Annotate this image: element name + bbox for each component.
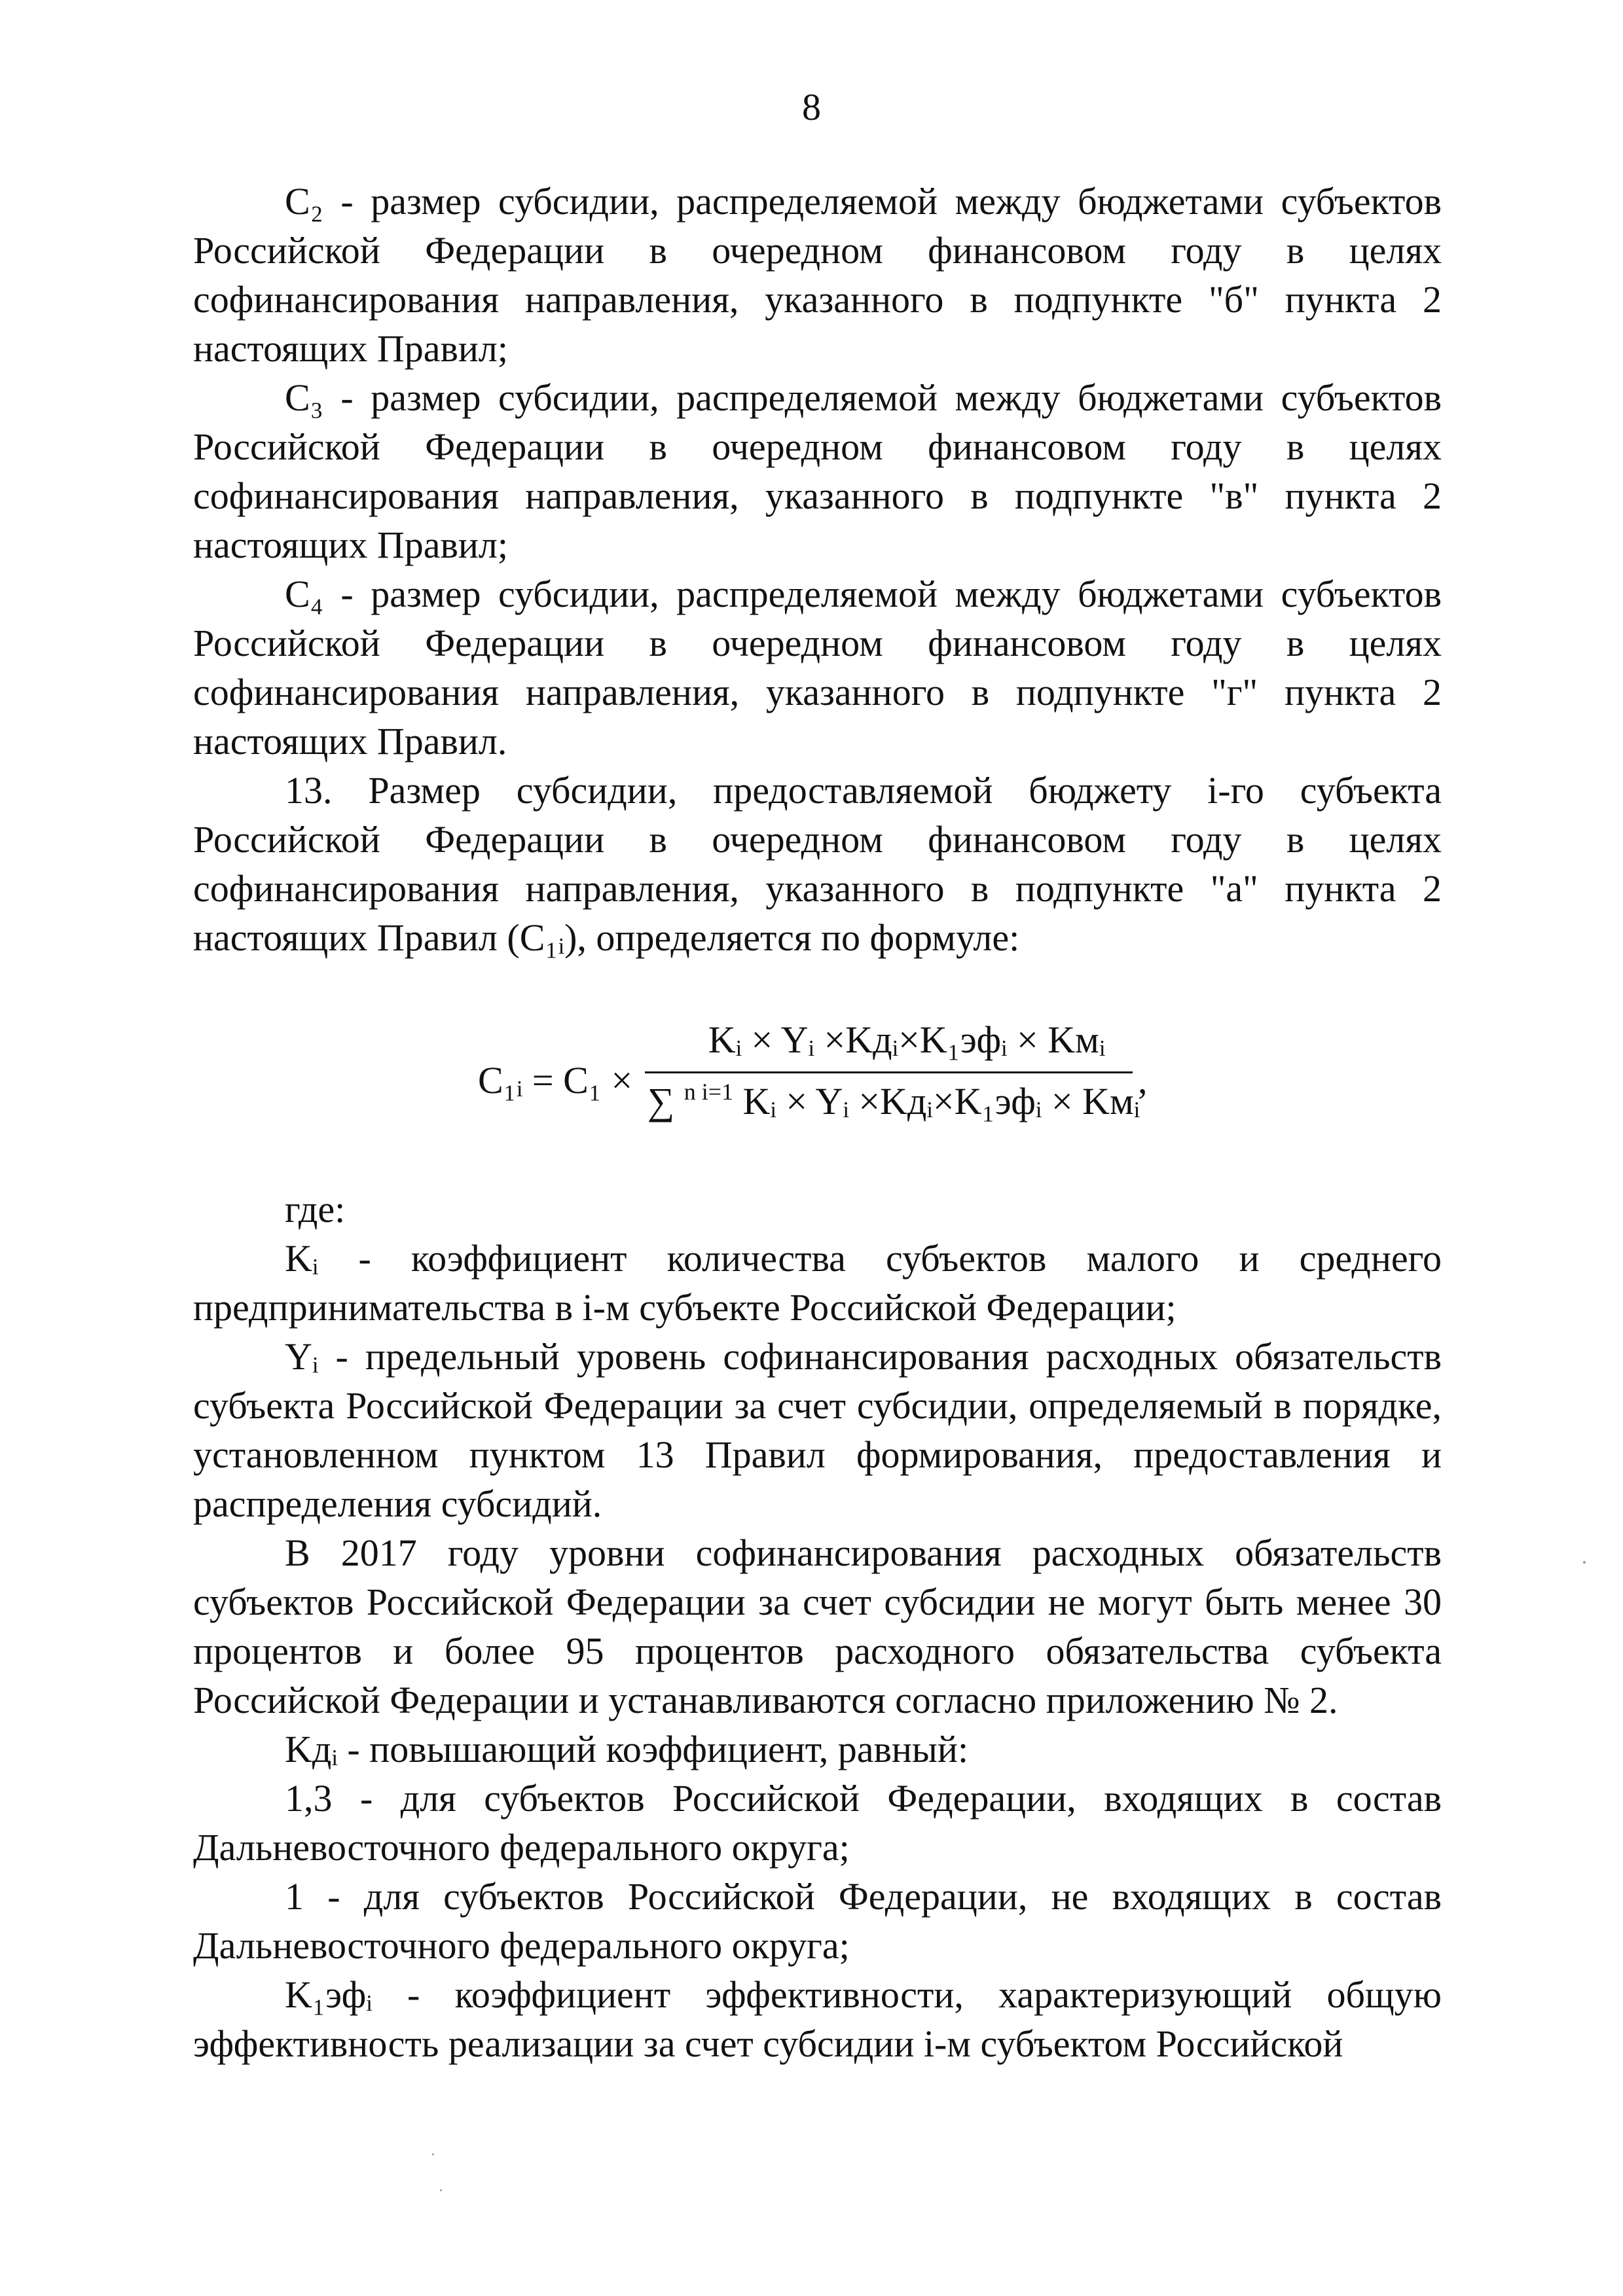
formula-denominator [645, 1078, 1142, 1123]
scan-speck [1583, 1561, 1586, 1564]
paragraph-2017: В 2017 году уровни софинансирования расходных обязательств субъектов Российской Федерации за счет субсидии не могут быть менее 30 процентов и более 95 процентов расходного обязательства субъекта Российской Федерации и устанавливаются согласно приложению № 2. [193, 1532, 1442, 1721]
formula-lhs: C₁ᵢ = C₁ × [478, 1059, 633, 1102]
page-number: 8 [802, 86, 821, 128]
sum-limits: n i=1 [684, 1079, 734, 1105]
sum-symbol: ∑ [647, 1080, 675, 1122]
fraction-bar [645, 1071, 1133, 1073]
formula-comma: , [1138, 1059, 1148, 1102]
subsidy-formula [0, 1005, 1623, 1136]
where-label: где: [285, 1188, 346, 1230]
paragraph-c4: C₄ - размер субсидии, распределяемой между бюджетами субъектов Российской Федерации в очередном финансовом году в целях софинансирования направления, указанного в подпункте "г" пункта 2 настоящих Правил. [193, 573, 1442, 762]
denominator-product: Kᵢ × Yᵢ ×Kдᵢ×K₁эфᵢ × Kмᵢ [742, 1080, 1140, 1122]
definition-1: 1 - для субъектов Российской Федерации, не входящих в состав Дальневосточного федерального округа; [193, 1875, 1442, 1967]
definition-ki: Kᵢ - коэффициент количества субъектов малого и среднего предпринимательства в i-м субъекте Российской Федерации; [193, 1237, 1442, 1329]
paragraph-13: 13. Размер субсидии, предоставляемой бюджету i-го субъекта Российской Федерации в очередном финансовом году в целях софинансирования направления, указанного в подпункте "а" пункта 2 настоящих Правил (C₁ᵢ), определяется по формуле: [193, 769, 1442, 959]
paragraph-c3: C₃ - размер субсидии, распределяемой между бюджетами субъектов Российской Федерации в очередном финансовом году в целях софинансирования направления, указанного в подпункте "в" пункта 2 настоящих Правил; [193, 376, 1442, 566]
formula-numerator: Kᵢ × Yᵢ ×Kдᵢ×K₁эфᵢ × Kмᵢ [708, 1018, 1106, 1061]
definition-yi: Yᵢ - предельный уровень софинансирования расходных обязательств субъекта Российской Федерации за счет субсидии, определяемый в порядке, установленном пунктом 13 Правил формирования, предоставления и распределения субсидий. [193, 1335, 1442, 1525]
definition-1-3: 1,3 - для субъектов Российской Федерации, входящих в состав Дальневосточного федерального округа; [193, 1777, 1442, 1869]
definition-kdi: Kдᵢ - повышающий коэффициент, равный: [285, 1728, 969, 1770]
scan-speck [440, 2189, 442, 2191]
scan-speck [432, 2153, 434, 2155]
definition-k1efi: K₁эфᵢ - коэффициент эффективности, характеризующий общую эффективность реализации за счет субсидии i-м субъектом Российской [193, 1973, 1442, 2065]
paragraph-c2: C₂ - размер субсидии, распределяемой между бюджетами субъектов Российской Федерации в очередном финансовом году в целях софинансирования направления, указанного в подпункте "б" пункта 2 настоящих Правил; [193, 180, 1442, 370]
